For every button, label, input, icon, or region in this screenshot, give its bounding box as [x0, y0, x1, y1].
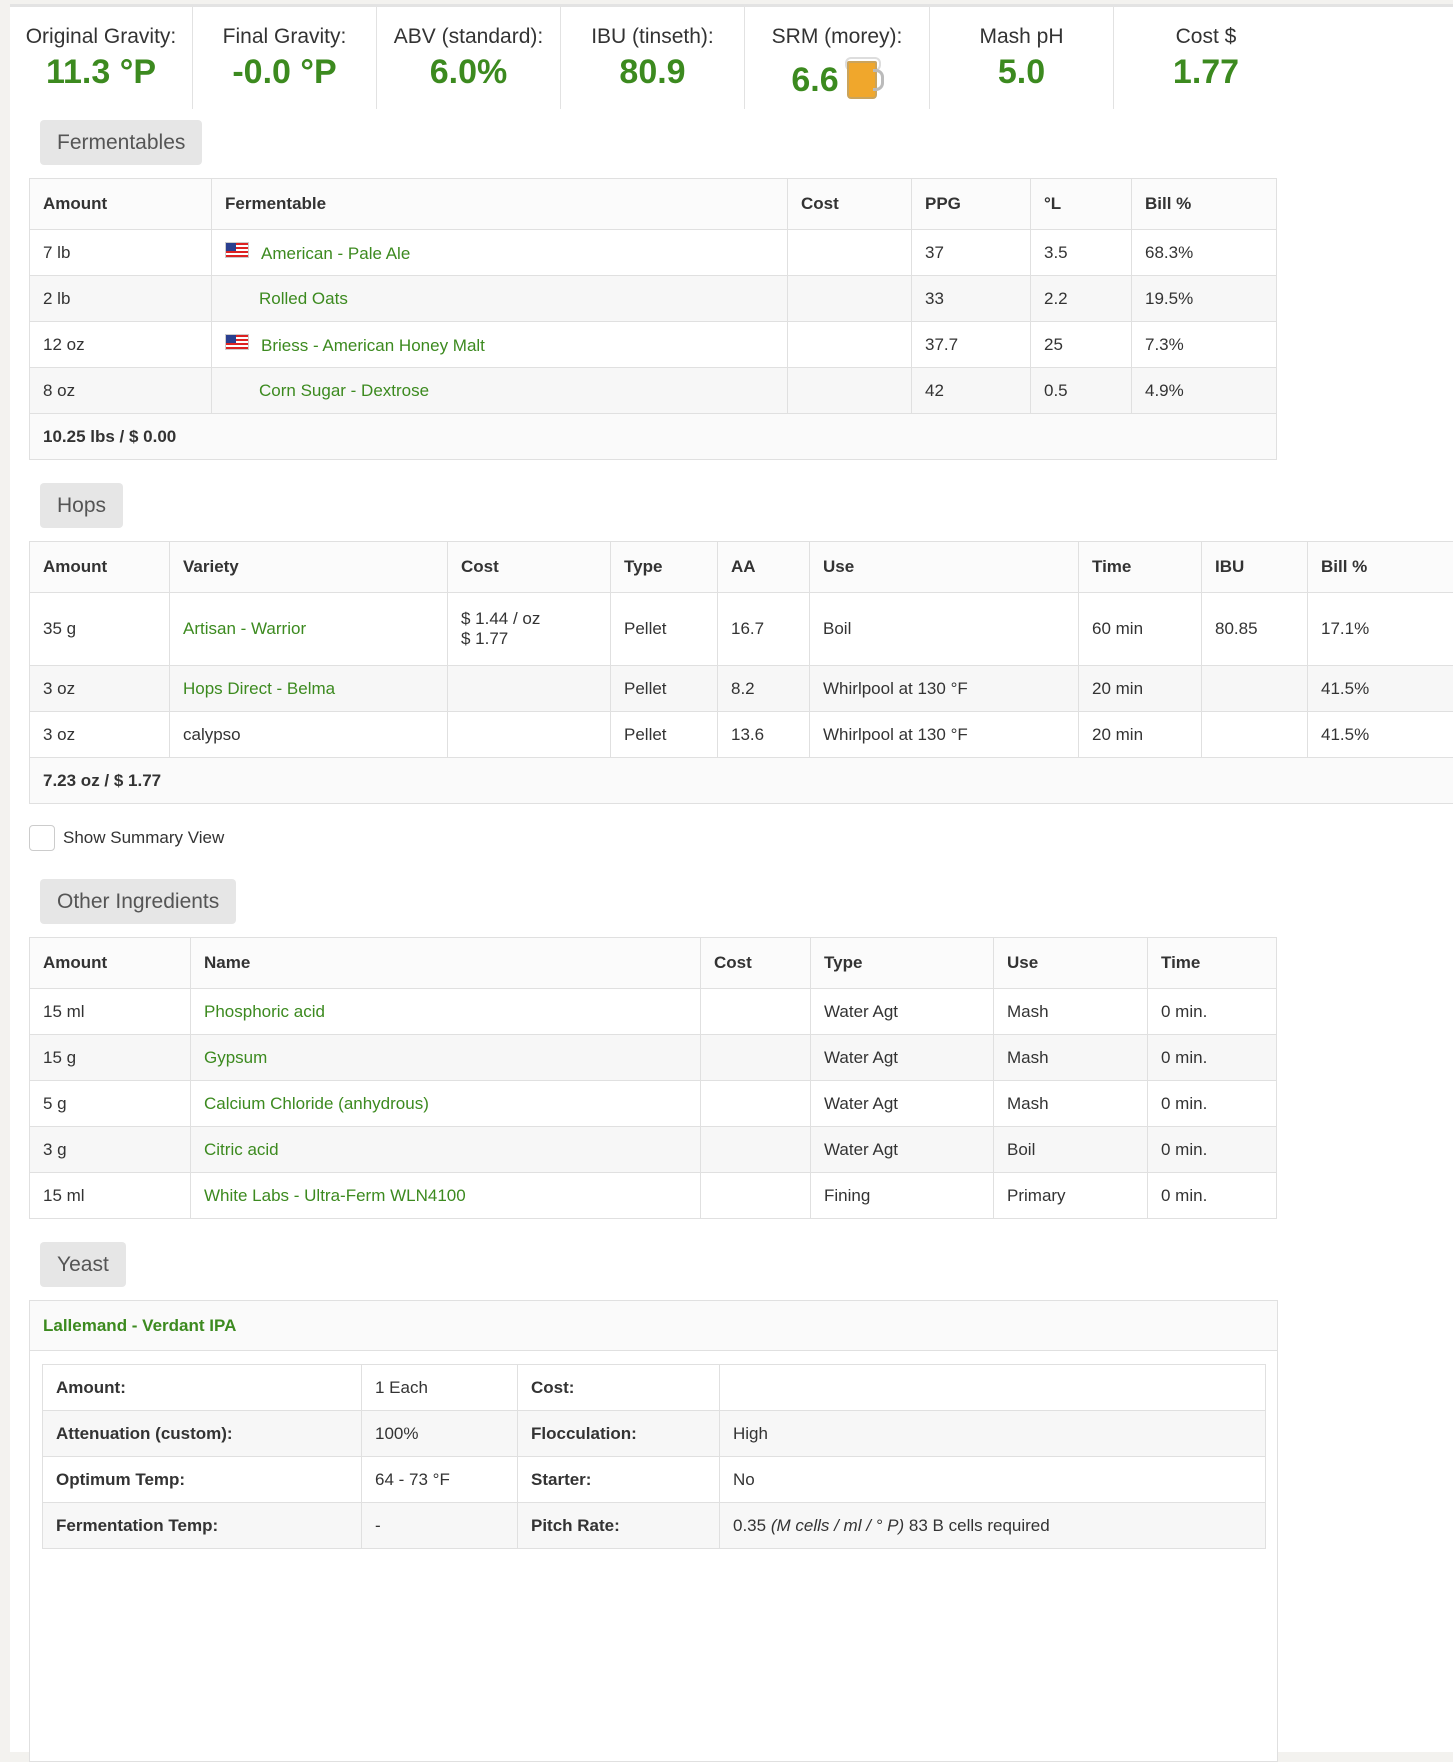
- ingredient-link[interactable]: Gypsum: [204, 1048, 267, 1067]
- pitch-rate-unit: (M cells / ml / ° P): [771, 1516, 904, 1535]
- col-header: Variety: [170, 542, 448, 593]
- type-cell: Water Agt: [811, 1127, 994, 1173]
- table-row: [30, 230, 1277, 276]
- beer-mug-icon: [845, 57, 883, 97]
- amount-cell: 7 lb: [30, 230, 212, 276]
- use-cell: Mash: [994, 1035, 1148, 1081]
- stat-label: Final Gravity:: [193, 25, 376, 49]
- col-header: Fermentable: [212, 179, 788, 230]
- other-ingredients-heading: Other Ingredients: [40, 879, 236, 924]
- type-cell: Fining: [811, 1173, 994, 1219]
- col-header: Cost: [788, 179, 912, 230]
- stat-label: ABV (standard):: [377, 25, 560, 49]
- detail-value: 64 - 73 °F: [362, 1457, 518, 1503]
- ibu-cell: [1202, 666, 1308, 712]
- col-header: Amount: [30, 179, 212, 230]
- ppg-cell: 37: [912, 230, 1031, 276]
- stat-label: SRM (morey):: [745, 25, 929, 49]
- amount-cell: 15 ml: [30, 1173, 191, 1219]
- use-cell: Primary: [994, 1173, 1148, 1219]
- col-header: Amount: [30, 542, 170, 593]
- stat-abv: [377, 7, 561, 109]
- stat-value: 80.9: [561, 53, 744, 92]
- time-cell: 20 min: [1079, 712, 1202, 758]
- summary-view-label[interactable]: Show Summary View: [63, 828, 224, 848]
- col-header: Amount: [30, 938, 191, 989]
- name-cell: [212, 276, 788, 322]
- cost-cell: [448, 666, 611, 712]
- amount-cell: 3 oz: [30, 712, 170, 758]
- detail-key: Cost:: [518, 1365, 720, 1411]
- col-header: Bill %: [1308, 542, 1453, 593]
- detail-key: Amount:: [43, 1365, 362, 1411]
- fermentable-link[interactable]: Rolled Oats: [259, 289, 348, 308]
- table-row: [30, 1081, 1277, 1127]
- detail-value: No: [720, 1457, 1266, 1503]
- table-row: [30, 368, 1277, 414]
- variety-cell: calypso: [170, 712, 448, 758]
- col-header: Use: [994, 938, 1148, 989]
- type-cell: Pellet: [611, 712, 718, 758]
- stats-bar: [10, 7, 1451, 109]
- table-footer-row: [30, 758, 1453, 804]
- amount-cell: 15 g: [30, 1035, 191, 1081]
- detail-key: Starter:: [518, 1457, 720, 1503]
- cost-per-unit: $ 1.44 / oz: [461, 609, 597, 629]
- cost-cell: [701, 1127, 811, 1173]
- aa-cell: 13.6: [718, 712, 810, 758]
- cost-cell: [788, 276, 912, 322]
- use-cell: Whirlpool at 130 °F: [810, 712, 1079, 758]
- yeast-details-table: [42, 1364, 1266, 1549]
- stat-label: Original Gravity:: [10, 25, 192, 49]
- fermentables-table: [29, 178, 1277, 460]
- bill-cell: 68.3%: [1132, 230, 1277, 276]
- detail-key: Optimum Temp:: [43, 1457, 362, 1503]
- yeast-panel: [29, 1300, 1278, 1762]
- ingredient-link[interactable]: Calcium Chloride (anhydrous): [204, 1094, 429, 1113]
- bill-cell: 4.9%: [1132, 368, 1277, 414]
- amount-cell: 15 ml: [30, 989, 191, 1035]
- fermentables-total: 10.25 lbs / $ 0.00: [30, 414, 1277, 460]
- table-header-row: [30, 179, 1277, 230]
- detail-value: [720, 1365, 1266, 1411]
- col-header: Cost: [701, 938, 811, 989]
- detail-value: -: [362, 1503, 518, 1549]
- name-cell: [212, 368, 788, 414]
- detail-key: Attenuation (custom):: [43, 1411, 362, 1457]
- stat-cost: [1114, 7, 1298, 109]
- table-row: [30, 593, 1453, 666]
- time-cell: 20 min: [1079, 666, 1202, 712]
- us-flag-icon: [225, 334, 249, 350]
- cost-cell: [701, 1173, 811, 1219]
- fermentable-link[interactable]: American - Pale Ale: [261, 244, 410, 263]
- name-cell: [191, 1035, 701, 1081]
- table-row: [30, 1173, 1277, 1219]
- yeast-heading: Yeast: [40, 1242, 126, 1287]
- name-cell: [191, 1127, 701, 1173]
- table-row: [43, 1365, 1266, 1411]
- table-footer-row: [30, 414, 1277, 460]
- time-cell: 0 min.: [1148, 989, 1277, 1035]
- amount-cell: 5 g: [30, 1081, 191, 1127]
- col-header: Cost: [448, 542, 611, 593]
- stat-value: -0.0 °P: [193, 53, 376, 92]
- lovibond-cell: 3.5: [1031, 230, 1132, 276]
- col-header: °L: [1031, 179, 1132, 230]
- time-cell: 60 min: [1079, 593, 1202, 666]
- detail-value: 1 Each: [362, 1365, 518, 1411]
- hop-link[interactable]: Artisan - Warrior: [183, 619, 306, 638]
- stat-mash-ph: [930, 7, 1114, 109]
- variety-cell: [170, 666, 448, 712]
- ppg-cell: 42: [912, 368, 1031, 414]
- stat-srm: [745, 7, 930, 109]
- col-header: PPG: [912, 179, 1031, 230]
- table-row: [30, 712, 1453, 758]
- ingredient-link[interactable]: Phosphoric acid: [204, 1002, 325, 1021]
- bill-cell: 17.1%: [1308, 593, 1453, 666]
- cost-cell: [448, 593, 611, 666]
- detail-key: Fermentation Temp:: [43, 1503, 362, 1549]
- stat-value: 6.6: [791, 61, 838, 99]
- type-cell: Water Agt: [811, 1035, 994, 1081]
- ppg-cell: 33: [912, 276, 1031, 322]
- lovibond-cell: 25: [1031, 322, 1132, 368]
- stat-final-gravity: [193, 7, 377, 109]
- summary-view-checkbox[interactable]: [29, 825, 55, 851]
- recipe-page: [10, 4, 1453, 1752]
- aa-cell: 16.7: [718, 593, 810, 666]
- fermentable-link[interactable]: Briess - American Honey Malt: [261, 336, 485, 355]
- fermentable-link[interactable]: Corn Sugar - Dextrose: [259, 381, 429, 400]
- table-row: [30, 989, 1277, 1035]
- summary-view-toggle[interactable]: [29, 824, 224, 852]
- stat-value: 11.3 °P: [10, 53, 192, 92]
- col-header: Bill %: [1132, 179, 1277, 230]
- us-flag-icon: [225, 242, 249, 258]
- hop-link[interactable]: Hops Direct - Belma: [183, 679, 335, 698]
- stat-value: 5.0: [930, 53, 1113, 92]
- stat-original-gravity: [10, 7, 193, 109]
- aa-cell: 8.2: [718, 666, 810, 712]
- cost-cell: [701, 989, 811, 1035]
- use-cell: Boil: [810, 593, 1079, 666]
- stat-label: Mash pH: [930, 25, 1113, 49]
- cost-cell: [788, 368, 912, 414]
- col-header: Time: [1148, 938, 1277, 989]
- bill-cell: 7.3%: [1132, 322, 1277, 368]
- stat-value: 6.0%: [377, 53, 560, 92]
- amount-cell: 35 g: [30, 593, 170, 666]
- amount-cell: 3 oz: [30, 666, 170, 712]
- col-header: Type: [811, 938, 994, 989]
- amount-cell: 2 lb: [30, 276, 212, 322]
- bill-cell: 41.5%: [1308, 666, 1453, 712]
- pitch-rate-value: [720, 1503, 1266, 1549]
- stat-label: IBU (tinseth):: [561, 25, 744, 49]
- col-header: Type: [611, 542, 718, 593]
- hops-table: [29, 541, 1453, 804]
- col-header: Time: [1079, 542, 1202, 593]
- name-cell: [212, 322, 788, 368]
- type-cell: Pellet: [611, 666, 718, 712]
- bill-cell: 19.5%: [1132, 276, 1277, 322]
- other-ingredients-table: [29, 937, 1277, 1219]
- col-header: Use: [810, 542, 1079, 593]
- lovibond-cell: 2.2: [1031, 276, 1132, 322]
- ibu-cell: [1202, 712, 1308, 758]
- stat-value: 1.77: [1114, 53, 1298, 92]
- type-cell: Water Agt: [811, 1081, 994, 1127]
- cost-cell: [788, 230, 912, 276]
- table-row: [30, 1035, 1277, 1081]
- time-cell: 0 min.: [1148, 1081, 1277, 1127]
- type-cell: Pellet: [611, 593, 718, 666]
- table-row: [43, 1503, 1266, 1549]
- cost-total: $ 1.77: [461, 629, 597, 649]
- col-header: AA: [718, 542, 810, 593]
- table-row: [30, 322, 1277, 368]
- use-cell: Boil: [994, 1127, 1148, 1173]
- table-row: [30, 1127, 1277, 1173]
- yeast-name-link[interactable]: Lallemand - Verdant IPA: [30, 1301, 1277, 1351]
- hops-heading: Hops: [40, 483, 123, 528]
- time-cell: 0 min.: [1148, 1127, 1277, 1173]
- detail-value: High: [720, 1411, 1266, 1457]
- table-row: [30, 666, 1453, 712]
- pitch-rate-note: 83 B cells required: [909, 1516, 1050, 1535]
- pitch-rate-number: 0.35: [733, 1516, 766, 1535]
- ingredient-link[interactable]: Citric acid: [204, 1140, 279, 1159]
- amount-cell: 12 oz: [30, 322, 212, 368]
- name-cell: [191, 1173, 701, 1219]
- ibu-cell: 80.85: [1202, 593, 1308, 666]
- cost-cell: [701, 1035, 811, 1081]
- table-row: [43, 1457, 1266, 1503]
- lovibond-cell: 0.5: [1031, 368, 1132, 414]
- ingredient-link[interactable]: White Labs - Ultra-Ferm WLN4100: [204, 1186, 466, 1205]
- table-header-row: [30, 938, 1277, 989]
- name-cell: [212, 230, 788, 276]
- table-row: [30, 276, 1277, 322]
- stat-ibu: [561, 7, 745, 109]
- type-cell: Water Agt: [811, 989, 994, 1035]
- detail-key: Flocculation:: [518, 1411, 720, 1457]
- table-row: [43, 1411, 1266, 1457]
- detail-key: Pitch Rate:: [518, 1503, 720, 1549]
- fermentables-heading: Fermentables: [40, 120, 202, 165]
- hops-total: 7.23 oz / $ 1.77: [30, 758, 1453, 804]
- name-cell: [191, 989, 701, 1035]
- ppg-cell: 37.7: [912, 322, 1031, 368]
- table-header-row: [30, 542, 1453, 593]
- col-header: IBU: [1202, 542, 1308, 593]
- stat-label: Cost $: [1114, 25, 1298, 49]
- amount-cell: 3 g: [30, 1127, 191, 1173]
- variety-cell: [170, 593, 448, 666]
- time-cell: 0 min.: [1148, 1035, 1277, 1081]
- bill-cell: 41.5%: [1308, 712, 1453, 758]
- cost-cell: [448, 712, 611, 758]
- name-cell: [191, 1081, 701, 1127]
- use-cell: Mash: [994, 989, 1148, 1035]
- use-cell: Mash: [994, 1081, 1148, 1127]
- cost-cell: [788, 322, 912, 368]
- detail-value: 100%: [362, 1411, 518, 1457]
- stat-value-row: [745, 57, 929, 100]
- amount-cell: 8 oz: [30, 368, 212, 414]
- cost-cell: [701, 1081, 811, 1127]
- use-cell: Whirlpool at 130 °F: [810, 666, 1079, 712]
- time-cell: 0 min.: [1148, 1173, 1277, 1219]
- col-header: Name: [191, 938, 701, 989]
